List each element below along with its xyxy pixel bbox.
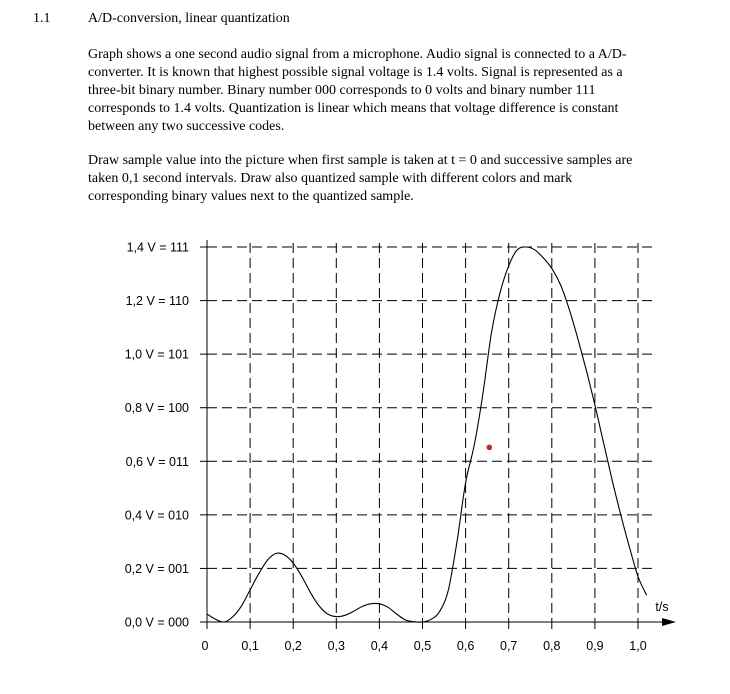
sample-point (487, 445, 493, 451)
axes (207, 240, 676, 629)
x-tick-label: 0,8 (543, 639, 561, 653)
paragraph-line: taken 0,1 second intervals. Draw also quantized sample with different colors and mark (88, 171, 573, 186)
y-level-label: 1,4 V = 111 (126, 240, 189, 255)
paragraph-line: corresponds to 1.4 volts. Quantization is linear which means that voltage difference is constant (88, 101, 619, 116)
x-tick-label: 0,7 (500, 639, 518, 653)
y-level-labels (125, 241, 207, 630)
y-level-label: 0,2 V = 001 (124, 561, 189, 576)
x-tick-label: 0,4 (370, 639, 389, 653)
paragraph-line: Graph shows a one second audio signal from a microphone. Audio signal is connected to a A/D- (88, 47, 627, 62)
x-tick-label: 0,3 (327, 639, 345, 653)
paragraph-line: between any two successive codes. (88, 119, 285, 134)
markers (487, 445, 493, 451)
signal-curve (207, 247, 647, 622)
x-tick-label: 0,9 (586, 639, 604, 653)
x-tick-label: 0,6 (456, 639, 475, 653)
x-ticks (202, 622, 647, 653)
paragraph-line: converter. It is known that highest possible signal voltage is 1.4 volts. Signal is represented as a (88, 65, 623, 80)
section-title: A/D-conversion, linear quantization (88, 11, 290, 26)
paragraph-line: three-bit binary number. Binary number 000 corresponds to 0 volts and binary number 111 (88, 83, 596, 98)
paragraph-line: corresponding binary values next to the quantized sample. (88, 189, 414, 204)
x-tick-label: 0 (201, 639, 209, 653)
y-level-label: 0,8 V = 100 (124, 401, 189, 416)
y-level-label: 0,6 V = 011 (125, 454, 189, 469)
x-tick-label: 1,0 (629, 639, 647, 653)
section-number: 1.1 (33, 11, 51, 26)
y-level-label: 0,0 V = 000 (124, 615, 189, 630)
series (207, 247, 647, 622)
y-level-label: 1,0 V = 101 (124, 347, 189, 362)
x-tick-label: 0,2 (284, 639, 302, 653)
grid-lines (207, 243, 655, 622)
x-axis-label: t/s (655, 600, 669, 614)
paragraph-line: Draw sample value into the picture when first sample is taken at t = 0 and successive samples are (88, 153, 633, 168)
y-level-label: 0,4 V = 010 (124, 508, 189, 523)
x-tick-label: 0,1 (241, 639, 259, 653)
y-level-label: 1,2 V = 110 (125, 294, 189, 309)
x-tick-label: 0,5 (413, 639, 432, 653)
x-axis-arrow (662, 618, 676, 626)
